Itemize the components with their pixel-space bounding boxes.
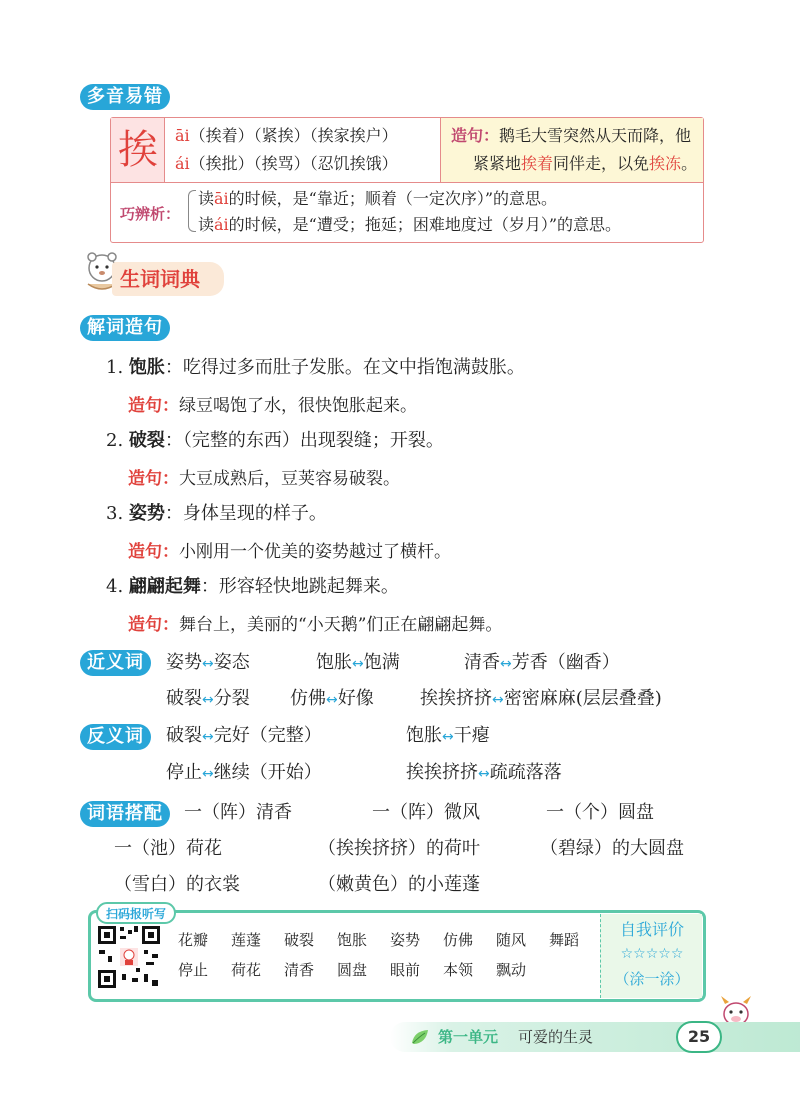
vocab-entry-3 — [106, 499, 327, 529]
page-number: 25 — [676, 1021, 722, 1053]
synonym-word-b: 姿态 — [213, 652, 250, 673]
synonym-pair-2 — [316, 648, 400, 679]
sentence-part2a: 紧紧地 — [473, 154, 522, 173]
analysis-brace — [188, 190, 196, 232]
section-tag-collocations: 词语搭配 — [80, 801, 170, 827]
antonym-pair-4 — [406, 758, 562, 789]
double-arrow-icon: ↔ — [500, 656, 512, 672]
self-evaluation-box — [600, 914, 702, 998]
sentence-part2c: 同伴走，以免 — [553, 154, 650, 173]
eval-note: （涂一涂） — [614, 970, 690, 988]
collocation-item: （挨挨挤挤）的荷叶 — [318, 838, 480, 859]
example-label: 造句： — [128, 542, 179, 562]
scan-dictation-tag[interactable]: 扫码报听写 — [96, 902, 176, 924]
dictation-word: 停止 — [178, 961, 209, 979]
section-tag-vocab: 解词造句 — [80, 315, 170, 341]
example-sentence-line-2 — [473, 151, 697, 177]
antonym-word-b: 完好（完整） — [213, 725, 322, 746]
dictation-word: 荷花 — [231, 961, 262, 979]
entry-word: 破裂 — [128, 430, 165, 451]
pinyin-ai2: ái — [175, 154, 190, 173]
collocation-item: 一（个）圆盘 — [546, 802, 654, 823]
synonym-word-b: 分裂 — [213, 688, 250, 709]
double-arrow-icon: ↔ — [352, 656, 364, 672]
example-sentence: 大豆成熟后，豆荚容易破裂。 — [179, 469, 400, 489]
entry-num: 3. — [106, 503, 124, 524]
double-arrow-icon: ↔ — [326, 692, 338, 708]
example-sentence-cell — [440, 118, 703, 182]
qr-code-icon[interactable] — [96, 924, 162, 990]
dictation-word: 舞蹈 — [549, 931, 580, 949]
antonym-word-a: 挨挨挤挤 — [406, 762, 478, 783]
antonym-word-a: 破裂 — [166, 725, 202, 746]
synonym-pair-4 — [166, 684, 250, 715]
double-arrow-icon: ↔ — [492, 692, 504, 708]
double-arrow-icon: ↔ — [202, 656, 214, 672]
polyphone-char-cell — [111, 118, 165, 182]
sentence-label: 造句： — [451, 126, 500, 145]
synonym-pair-1 — [166, 648, 250, 679]
example-sentence-line-1 — [451, 123, 691, 149]
dictation-word: 圆盘 — [337, 961, 368, 979]
antonym-pair-1 — [166, 721, 322, 752]
entry-def: ：形容轻快地跳起舞来。 — [200, 576, 399, 597]
synonym-pair-6 — [420, 684, 662, 715]
vocab-example-2 — [128, 465, 400, 493]
example-label: 造句： — [128, 615, 179, 635]
analysis-line-2 — [198, 212, 621, 238]
collocation-item: 一（阵）微风 — [372, 802, 480, 823]
analysis-label-text: 巧辨析： — [120, 205, 181, 223]
synonym-word-a: 仿佛 — [290, 688, 326, 709]
dictation-word: 飘动 — [496, 961, 527, 979]
eval-stars-icon[interactable]: ☆☆☆☆☆ — [620, 946, 684, 962]
antonym-pair-2 — [406, 721, 490, 752]
double-arrow-icon: ↔ — [442, 729, 454, 745]
double-arrow-icon: ↔ — [202, 729, 214, 745]
collocation-item: 一（池）荷花 — [114, 838, 222, 859]
polyphone-divider — [111, 182, 703, 183]
sentence-part1: 鹅毛大雪突然从天而降，他 — [499, 126, 692, 145]
synonym-word-a: 挨挨挤挤 — [420, 688, 492, 709]
analysis-line2-pinyin: ái — [214, 215, 229, 234]
sentence-highlight-2: 挨冻 — [649, 154, 682, 173]
double-arrow-icon: ↔ — [202, 766, 214, 782]
collocation-item: 一（阵）清香 — [184, 802, 292, 823]
dictation-word: 破裂 — [284, 931, 315, 949]
double-arrow-icon: ↔ — [202, 692, 214, 708]
dictation-word: 随风 — [496, 931, 527, 949]
section-tag-polyphone: 多音易错 — [80, 84, 170, 110]
example-sentence: 绿豆喝饱了水，很快饱胀起来。 — [179, 396, 417, 416]
polyphone-character: 挨 — [118, 127, 158, 173]
dictation-word: 本领 — [443, 961, 474, 979]
antonym-pair-3 — [166, 758, 322, 789]
entry-word: 饱胀 — [128, 357, 165, 378]
dictation-word: 花瓣 — [178, 931, 209, 949]
vocab-entry-2 — [106, 426, 444, 456]
synonym-word-a: 饱胀 — [316, 652, 352, 673]
entry-def: ：身体呈现的样子。 — [164, 503, 327, 524]
synonym-word-b: 饱满 — [363, 652, 400, 673]
entry-def: ：（完整的东西）出现裂缝；开裂。 — [164, 430, 444, 451]
dictation-word: 清香 — [284, 961, 315, 979]
dictation-word: 饱胀 — [337, 931, 368, 949]
sentence-highlight-1: 挨着 — [521, 154, 554, 173]
eval-title: 自我评价 — [619, 920, 684, 939]
pronunciation-cell — [165, 118, 440, 182]
vocab-example-3 — [128, 538, 451, 566]
example-label: 造句： — [128, 469, 179, 489]
synonym-pair-3 — [464, 648, 620, 679]
dictation-word: 眼前 — [390, 961, 421, 979]
synonym-pair-5 — [290, 684, 374, 715]
analysis-line2a: 读 — [198, 215, 215, 234]
double-arrow-icon: ↔ — [478, 766, 490, 782]
pinyin-ai1: āi — [175, 126, 190, 145]
collocation-item: （碧绿）的大圆盘 — [540, 838, 684, 859]
vocab-entry-1 — [106, 353, 525, 383]
antonym-word-b: 干瘪 — [453, 725, 490, 746]
section-tag-antonyms: 反义词 — [80, 724, 151, 750]
footer-title: 可爱的生灵 — [518, 1028, 594, 1046]
antonym-word-b: 疏疏落落 — [489, 762, 562, 783]
synonym-word-a: 姿势 — [166, 652, 202, 673]
vocab-example-1 — [128, 392, 417, 420]
antonym-word-a: 饱胀 — [406, 725, 442, 746]
section-title: 生词词典 — [120, 267, 200, 291]
analysis-line1a: 读 — [198, 189, 215, 208]
pron-words-2: （挨批）（挨骂）（忍饥挨饿） — [189, 154, 398, 173]
analysis-label — [120, 201, 180, 227]
analysis-line1-pinyin: āi — [214, 189, 229, 208]
entry-word: 姿势 — [128, 503, 165, 524]
pron-words-1: （挨着）（紧挨）（挨家挨户） — [189, 126, 398, 145]
antonym-word-b: 继续（开始） — [213, 762, 322, 783]
vocab-example-4 — [128, 611, 502, 639]
dictation-word: 莲蓬 — [231, 931, 262, 949]
entry-num: 2. — [106, 430, 124, 451]
footer-unit: 第一单元 — [438, 1028, 499, 1046]
leaf-icon — [410, 1027, 430, 1047]
example-label: 造句： — [128, 396, 179, 416]
vocab-entry-4 — [106, 572, 399, 602]
analysis-line2c: 的时候，是“遭受；拖延；困难地度过（岁月）”的意思。 — [228, 215, 622, 234]
section-tag-synonyms: 近义词 — [80, 650, 151, 676]
entry-num: 1. — [106, 357, 124, 378]
pronunciation-line-1 — [175, 123, 398, 149]
synonym-word-b: 芳香（幽香） — [511, 652, 620, 673]
synonym-word-a: 清香 — [464, 652, 500, 673]
sentence-period: 。 — [681, 154, 698, 173]
synonym-word-b: 密密麻麻(层层叠叠) — [503, 688, 662, 709]
entry-word: 翩翩起舞 — [128, 576, 201, 597]
entry-def: ：吃得过多而肚子发胀。在文中指饱满鼓胀。 — [164, 357, 525, 378]
synonym-word-a: 破裂 — [166, 688, 202, 709]
example-sentence: 舞台上，美丽的“小天鹅”们正在翩翩起舞。 — [179, 615, 503, 635]
dictation-word: 仿佛 — [443, 931, 474, 949]
collocation-item: （嫩黄色）的小莲蓬 — [318, 874, 480, 895]
analysis-line1c: 的时候，是“靠近；顺着（一定次序）”的意思。 — [228, 189, 558, 208]
pronunciation-line-2 — [175, 151, 398, 177]
entry-num: 4. — [106, 576, 124, 597]
analysis-line-1 — [198, 186, 557, 212]
collocation-item: （雪白）的衣裳 — [114, 874, 240, 895]
dictation-word: 姿势 — [390, 931, 421, 949]
synonym-word-b: 好像 — [337, 688, 374, 709]
antonym-word-a: 停止 — [166, 762, 202, 783]
example-sentence: 小刚用一个优美的姿势越过了横杆。 — [179, 542, 451, 562]
